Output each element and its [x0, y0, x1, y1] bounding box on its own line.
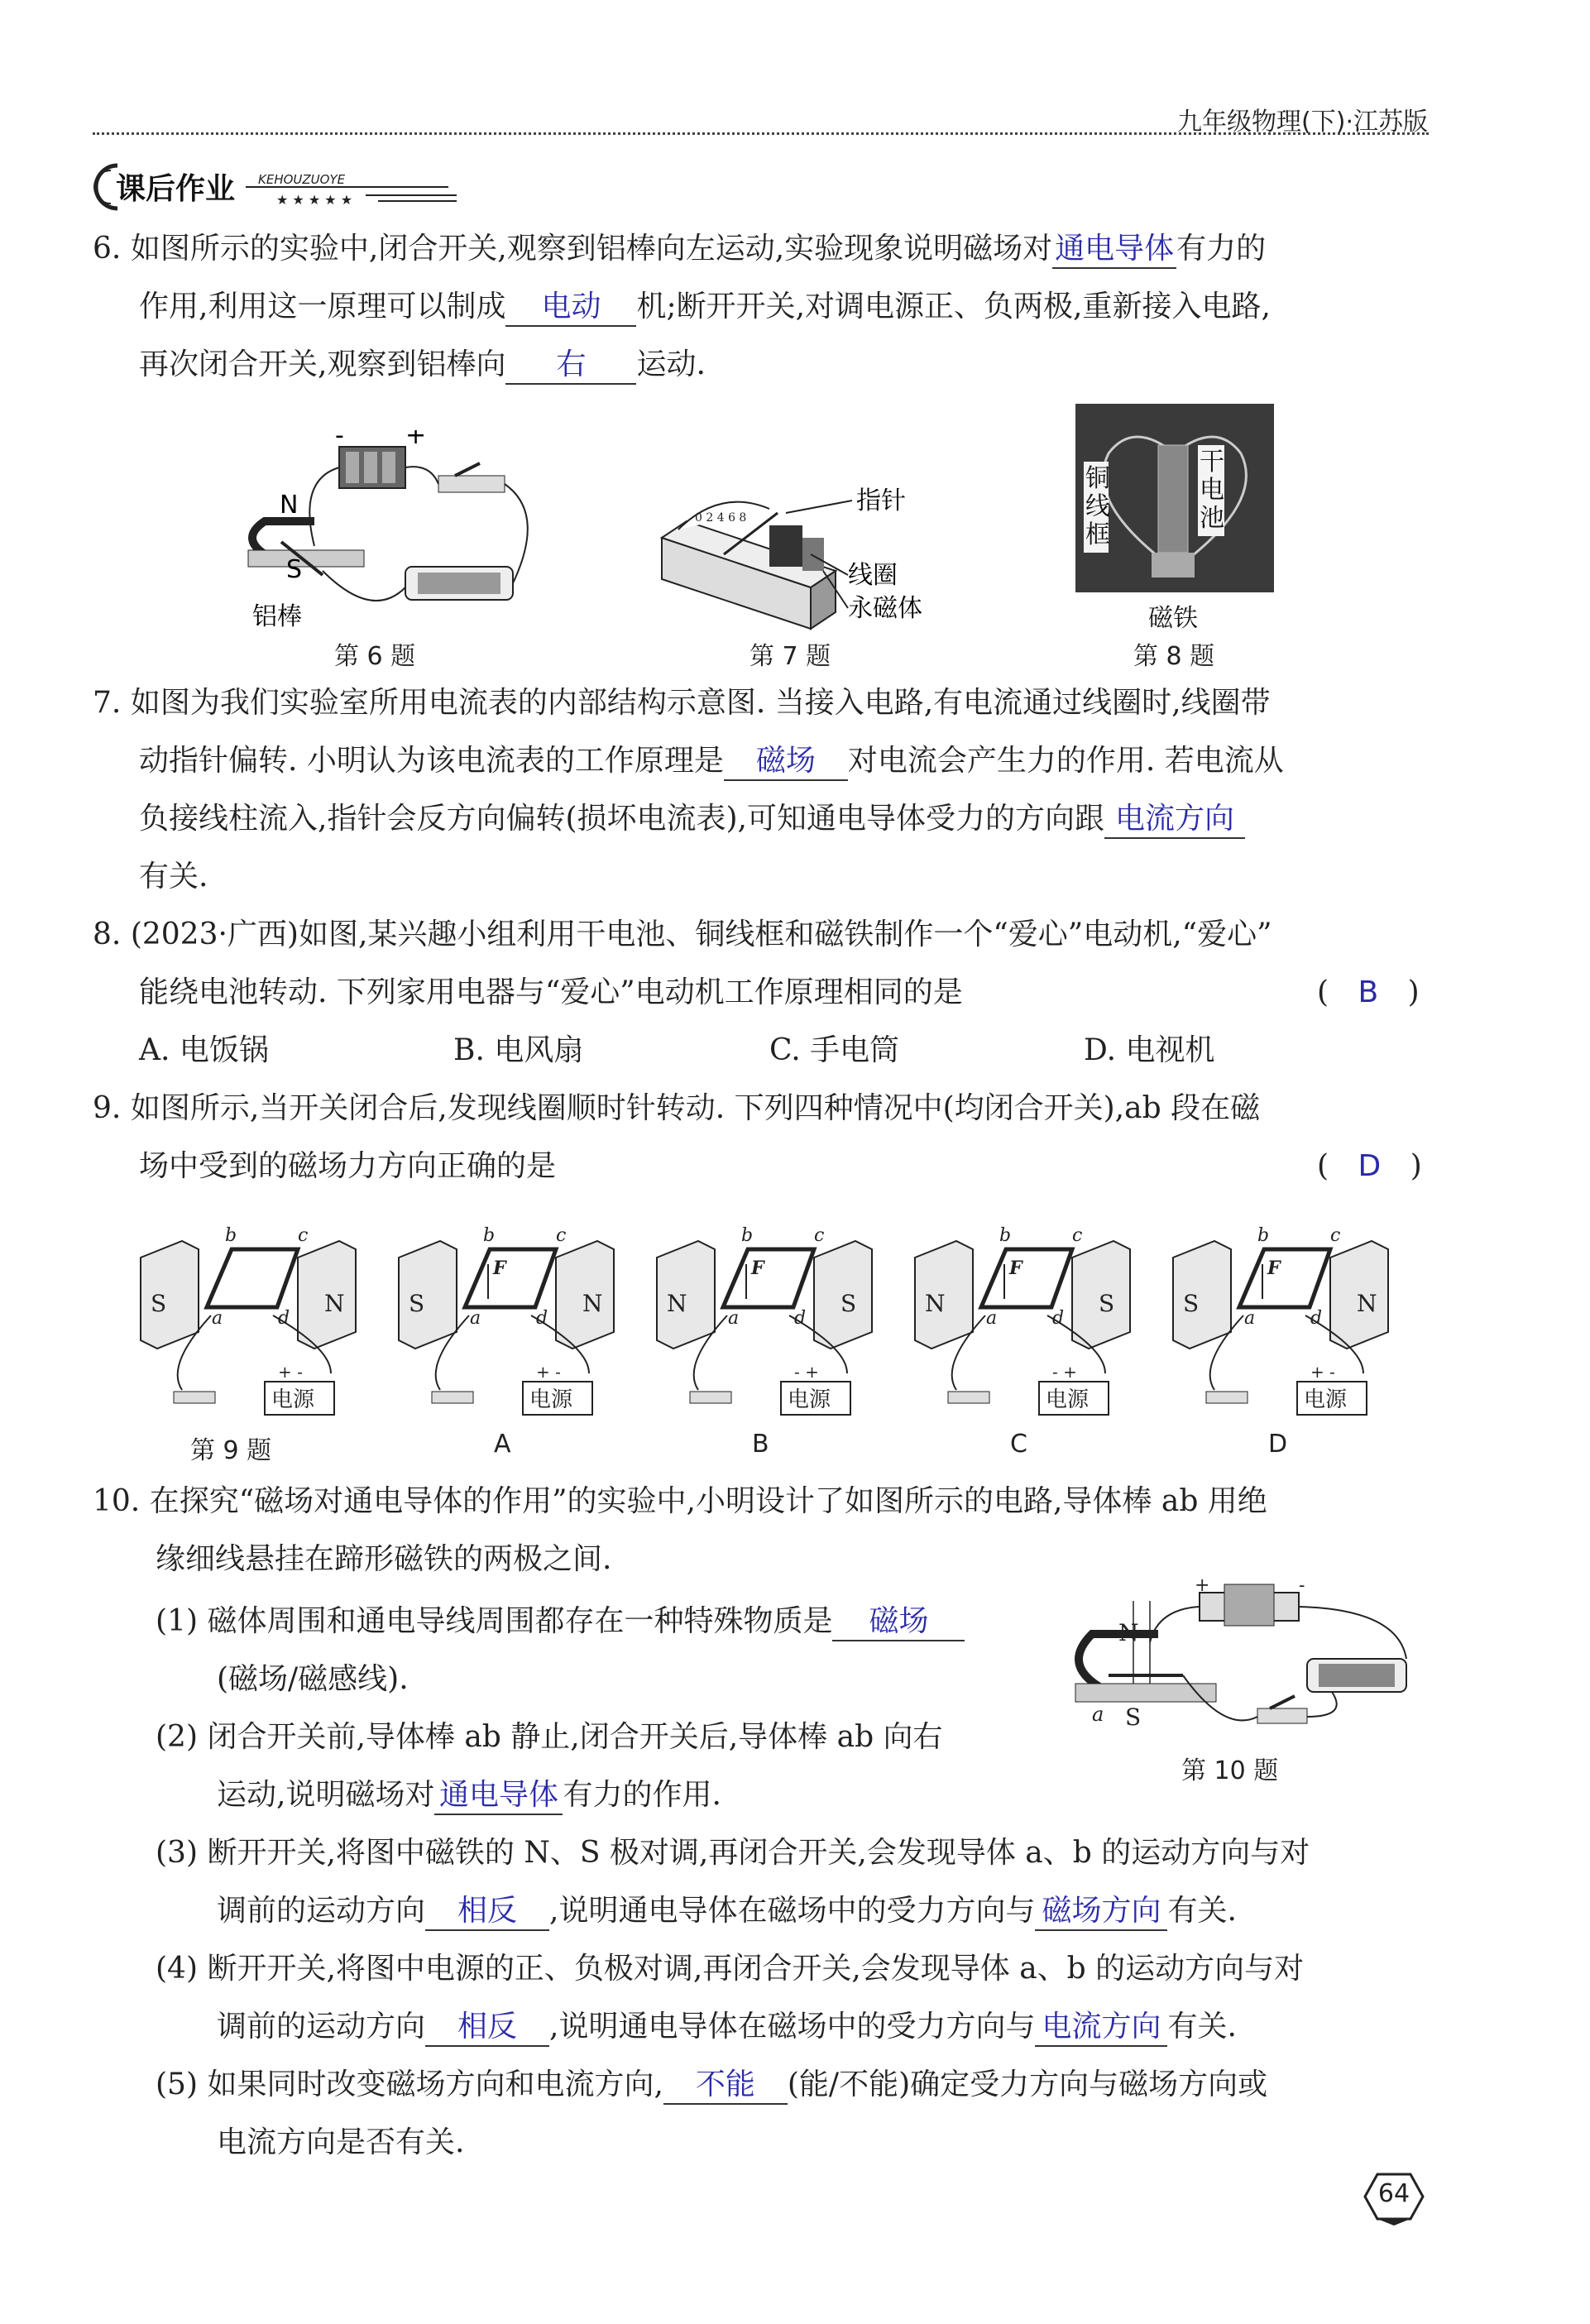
q7-text: 负接线柱流入,指针会反方向偏转(损坏电流表),可知通电导体受力的方向跟 [139, 802, 1104, 836]
fig8-label-frame: 铜线框 [1085, 464, 1110, 549]
q9-number: 9. [93, 1091, 122, 1125]
fig6-caption: 第 6 题 [334, 642, 416, 671]
fig6-label-s: S [286, 555, 303, 584]
q8-line1 [93, 906, 1272, 964]
q10-line2: 缘细线悬挂在蹄形磁铁的两极之间. [156, 1542, 612, 1576]
q6-text: 运动. [636, 347, 706, 381]
power-label: 电源 [271, 1387, 315, 1412]
fig10-caption: 第 10 题 [1181, 1756, 1279, 1785]
q9-paren-open: ( [1317, 1149, 1329, 1183]
point-b: b [225, 1225, 237, 1246]
switch [174, 1392, 215, 1403]
q10-number: 10. [93, 1484, 141, 1518]
pole-right: S [840, 1290, 857, 1317]
q10-p5-line2: 电流方向是否有关. [217, 2125, 465, 2159]
q10-text: 有关. [1167, 1894, 1237, 1928]
switch [1206, 1392, 1248, 1403]
q10-p4-answer2: 电流方向 [1035, 2009, 1167, 2047]
fig7-label-magnet: 永磁体 [848, 594, 922, 623]
force-label: F [1267, 1258, 1281, 1279]
q7-line2 [139, 732, 1284, 790]
page-number-badge [1357, 2168, 1431, 2226]
q6-text: 如图所示的实验中,闭合开关,观察到铝棒向左运动,实验现象说明磁场对 [130, 232, 1053, 266]
q7-text: 动指针偏转. 小明认为该电流表的工作原理是 [139, 744, 724, 778]
page-number: 64 [1377, 2179, 1410, 2208]
pole-right: S [1099, 1290, 1115, 1317]
fig10-label-a: a [1092, 1703, 1104, 1726]
magnet-left [399, 1241, 457, 1349]
power-signs: + - [1310, 1362, 1335, 1382]
point-c: c [556, 1225, 567, 1246]
power-signs: - + [1052, 1362, 1077, 1382]
q9-paren-close: ) [1410, 1149, 1422, 1183]
pole-left: S [409, 1290, 425, 1317]
q9-answer: D [1358, 1149, 1382, 1183]
point-b: b [741, 1225, 754, 1246]
q7-line1 [93, 674, 1271, 732]
figure-10 [1059, 1576, 1423, 1742]
fig6-minus: - [335, 430, 344, 450]
q6-text: 再次闭合开关,观察到铝棒向 [139, 347, 506, 381]
q7-answer2: 电流方向 [1104, 801, 1245, 839]
point-c: c [1330, 1225, 1341, 1246]
point-a: a [212, 1308, 223, 1329]
q10-text: 调前的运动方向 [217, 1894, 426, 1928]
fig7-scale: 0 2 4 6 8 [695, 511, 747, 525]
q7-text: 对电流会产生力的作用. 若电流从 [847, 744, 1284, 778]
q9-panel-main [132, 1208, 381, 1423]
point-a: a [728, 1308, 740, 1329]
section-logo [93, 159, 465, 213]
fig6-label-n: N [280, 491, 299, 520]
figure-6 [232, 430, 563, 629]
fig8-label-battery: 干电池 [1200, 448, 1224, 533]
q6-text: 机;断开开关,对调电源正、负两极,重新接入电路, [636, 290, 1271, 323]
q6-line2 [139, 278, 1271, 336]
point-d: d [278, 1308, 290, 1329]
pole-left: S [1183, 1290, 1200, 1317]
q10-p4-line1: (4) 断开开关,将图中电源的正、负极对调,再闭合开关,会发现导体 a、b 的运动方向与对 [156, 1952, 1305, 1986]
q10-p3-answer1: 相反 [425, 1893, 549, 1931]
q8-number: 8. [93, 918, 122, 951]
point-c: c [1072, 1225, 1083, 1246]
force-label: F [1009, 1258, 1022, 1279]
q10-line1 [93, 1473, 1267, 1531]
q9-caption-c: C [1010, 1430, 1027, 1459]
fig10-label-s: S [1125, 1703, 1142, 1731]
q7-line3 [139, 790, 1245, 848]
magnet-left [1173, 1241, 1231, 1349]
q9-caption-b: B [752, 1430, 769, 1459]
q6-answer2: 电动 [505, 289, 636, 327]
q10-text: 有力的作用. [563, 1778, 721, 1812]
q10-p1-line1 [156, 1593, 965, 1651]
power-label: 电源 [529, 1387, 573, 1412]
q9-caption-main: 第 9 题 [190, 1436, 272, 1465]
point-c: c [298, 1225, 309, 1246]
q10-p5-line1 [156, 2056, 1267, 2114]
q9-panel-d [1165, 1208, 1413, 1423]
fig10-plus: + [1195, 1576, 1210, 1596]
coil [465, 1249, 556, 1307]
stars-decoration: ★ ★ ★ ★ ★ [276, 192, 353, 208]
fig7-label-pointer: 指针 [856, 486, 906, 515]
q9-text: 如图所示,当开关闭合后,发现线圈顺时针转动. 下列四种情况中(均闭合开关),ab 段在磁 [130, 1091, 1261, 1125]
fig6-label-bar: 铝棒 [252, 602, 302, 629]
q6-text: 作用,利用这一原理可以制成 [139, 290, 506, 323]
fig8-caption: 第 8 题 [1133, 642, 1215, 671]
q10-text: 调前的运动方向 [217, 2010, 426, 2044]
section-title: 课后作业 [116, 172, 236, 206]
power-signs: + - [278, 1362, 303, 1382]
header-divider [93, 132, 1429, 135]
point-d: d [536, 1308, 548, 1329]
q10-text: ,说明通电导体在磁场中的受力方向与 [549, 1894, 1036, 1928]
q10-p3-line1: (3) 断开开关,将图中磁铁的 N、S 极对调,再闭合开关,会发现导体 a、b 的运动方向与对 [156, 1836, 1310, 1870]
q9-line1 [93, 1080, 1260, 1138]
power-label: 电源 [1304, 1387, 1348, 1412]
point-a: a [986, 1308, 998, 1329]
q10-p2-line2 [217, 1766, 721, 1824]
switch [948, 1392, 989, 1403]
fig10-minus: - [1299, 1576, 1305, 1596]
q10-text: (1) 磁体周围和通电导线周围都存在一种特殊物质是 [156, 1604, 833, 1638]
q6-text: 有力的 [1176, 232, 1267, 266]
q10-p3-answer2: 磁场方向 [1035, 1893, 1167, 1931]
pole-right: N [582, 1290, 603, 1317]
q8-paren-open: ( [1317, 975, 1329, 1009]
q10-p3-line2 [217, 1882, 1237, 1940]
pole-left: S [151, 1290, 167, 1317]
q10-text: (能/不能)确定受力方向与磁场方向或 [787, 2068, 1268, 2101]
switch [690, 1392, 731, 1403]
q6-line3 [139, 336, 706, 394]
q6-answer1: 通电导体 [1052, 231, 1176, 269]
q8-option-d: D. 电视机 [1084, 1033, 1215, 1067]
force-label: F [493, 1258, 506, 1279]
fig10-label-n: N [1118, 1619, 1139, 1646]
force-label: F [751, 1258, 764, 1279]
q10-p4-line2 [217, 1998, 1237, 2056]
q6-number: 6. [93, 232, 122, 266]
point-c: c [814, 1225, 825, 1246]
q9-figures [132, 1208, 1423, 1473]
fig6-plus: + [405, 430, 427, 450]
pole-left: N [925, 1290, 946, 1317]
figure-7 [645, 472, 943, 637]
q10-p4-answer1: 相反 [425, 2009, 549, 2047]
q8-answer-bracket [1317, 964, 1420, 1022]
point-a: a [1244, 1308, 1256, 1329]
power-signs: - + [794, 1362, 819, 1382]
figure-8 [1075, 404, 1274, 592]
q8-answer: B [1358, 975, 1379, 1009]
q6-answer3: 右 [505, 347, 636, 385]
q10-text: 运动,说明磁场对 [217, 1778, 435, 1812]
q7-number: 7. [93, 686, 122, 720]
point-d: d [1052, 1308, 1065, 1329]
magnet-left [141, 1241, 199, 1349]
q9-panel-c [907, 1208, 1155, 1423]
q10-text: (5) 如果同时改变磁场方向和电流方向, [156, 2068, 663, 2101]
q10-p1-line2: (磁场/磁感线). [217, 1662, 409, 1696]
coil [723, 1249, 814, 1307]
coil [207, 1249, 298, 1307]
pole-right: N [324, 1290, 345, 1317]
q10-text: 有关. [1167, 2010, 1237, 2044]
point-d: d [1310, 1308, 1323, 1329]
q8-text: (2023·广西)如图,某兴趣小组利用干电池、铜线框和磁铁制作一个“爱心”电动机,“爱心” [130, 918, 1272, 951]
power-signs: + - [536, 1362, 561, 1382]
q8-paren-close: ) [1407, 975, 1420, 1009]
point-b: b [483, 1225, 496, 1246]
power-label: 电源 [1046, 1387, 1090, 1412]
q10-text: ,说明通电导体在磁场中的受力方向与 [549, 2010, 1036, 2044]
q9-line2: 场中受到的磁场力方向正确的是 [139, 1149, 557, 1183]
point-a: a [470, 1308, 481, 1329]
q7-line4: 有关. [139, 860, 208, 894]
coil [981, 1249, 1072, 1307]
switch [432, 1392, 473, 1403]
pole-right: N [1357, 1290, 1377, 1317]
fig7-caption: 第 7 题 [750, 642, 831, 671]
q9-caption-a: A [494, 1430, 511, 1459]
q8-option-b: B. 电风扇 [453, 1033, 584, 1067]
q9-answer-bracket [1317, 1138, 1422, 1196]
q9-panel-a [390, 1208, 639, 1423]
q10-p2-answer: 通电导体 [434, 1777, 563, 1815]
q10-p1-answer: 磁场 [832, 1603, 965, 1641]
section-subtitle: KEHOUZUOYE [258, 172, 346, 187]
fig7-label-coil: 线圈 [848, 561, 898, 590]
q10-text: 在探究“磁场对通电导体的作用”的实验中,小明设计了如图所示的电路,导体棒 ab 用绝 [149, 1484, 1267, 1518]
coil [1239, 1249, 1330, 1307]
page-header-title: 九年级物理(下)·江苏版 [1177, 108, 1428, 137]
point-d: d [794, 1308, 807, 1329]
pole-left: N [667, 1290, 687, 1317]
q7-text: 如图为我们实验室所用电流表的内部结构示意图. 当接入电路,有电流通过线圈时,线圈带 [130, 686, 1271, 720]
point-b: b [1257, 1225, 1270, 1246]
q8-option-a: A. 电饭锅 [139, 1033, 269, 1067]
q7-answer1: 磁场 [724, 743, 848, 781]
q8-line2: 能绕电池转动. 下列家用电器与“爱心”电动机工作原理相同的是 [139, 975, 963, 1009]
power-label: 电源 [788, 1387, 831, 1412]
point-b: b [999, 1225, 1012, 1246]
q9-panel-b [649, 1208, 897, 1423]
q6-line1 [93, 220, 1266, 278]
q9-caption-d: D [1268, 1430, 1288, 1459]
fig8-label-magnet: 磁铁 [1148, 604, 1198, 633]
q8-option-c: C. 手电筒 [769, 1033, 900, 1067]
q10-p2-line1: (2) 闭合开关前,导体棒 ab 静止,闭合开关后,导体棒 ab 向右 [156, 1720, 943, 1754]
q10-p5-answer: 不能 [663, 2067, 788, 2105]
